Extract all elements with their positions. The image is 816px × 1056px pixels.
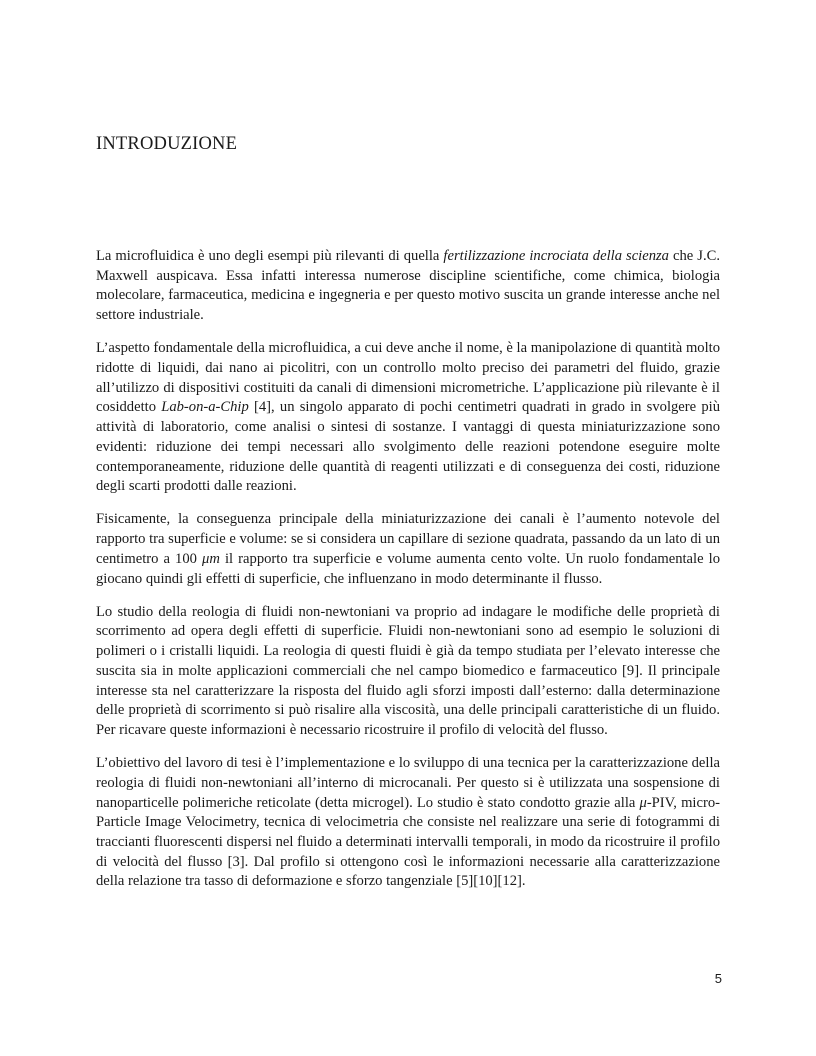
paragraph-text: L’aspetto fondamentale della microfluidica, a cui deve anche il nome, è la manipolazione di quantità molto ridotte di liquidi, dai nano ai picolitri, con un controllo molto preciso dei parametri del fluido, grazie all’utilizzo di dispositivi costituiti da canali di dimensioni micrometriche. L’applicazione più rilevante è il cosiddetto bbox=[96, 340, 720, 416]
paragraph bbox=[96, 603, 720, 741]
paragraph-text: La microfluidica è uno degli esempi più rilevanti di quella bbox=[96, 248, 444, 264]
paragraph-text: Fisicamente, la conseguenza principale della miniaturizzazione dei canali è l’aumento notevole del rapporto tra superficie e volume: se si considera un capillare di sezione quadrata, passando da un lato di un centimetro a 100 bbox=[96, 511, 720, 567]
paragraph-text: che J.C. Maxwell auspicava. Essa infatti interessa numerose discipline scientifiche, come chimica, biologia molecolare, farmaceutica, medicina e ingegneria e per questo motivo suscita un grande interesse anche nel settore industriale. bbox=[96, 248, 720, 324]
paragraph bbox=[96, 754, 720, 892]
paragraph bbox=[96, 247, 720, 326]
section-heading: INTRODUZIONE bbox=[96, 134, 238, 154]
document-body bbox=[96, 247, 720, 906]
paragraph-text: -PIV, micro-Particle Image Velocimetry, tecnica di velocimetria che consiste nel realizzare una serie di fotogrammi di traccianti fluorescenti dispersi nel fluido a determinati intervalli temporali, in modo da ricostruire il profilo di velocità del flusso [3]. Dal profilo si ottengono così le informazioni necessarie alla caratterizzazione della relazione tra tasso di deformazione e sforzo tangenziale [5][10][12]. bbox=[96, 794, 720, 890]
paragraph-text: L’obiettivo del lavoro di tesi è l’implementazione e lo sviluppo di una tecnica per la caratterizzazione della reologia di fluidi non-newtoniani all’interno di microcanali. Per questo si è utilizzata una sospensione di nanoparticelle polimeriche reticolate (detta microgel). Lo studio è stato condotto grazie alla bbox=[96, 755, 720, 811]
paragraph-text: Lo studio della reologia di fluidi non-newtoniani va proprio ad indagare le modifiche delle proprietà di scorrimento ad opera degli effetti di superficie. Fluidi non-newtoniani sono ad esempio le soluzioni di polimeri o i cristalli liquidi. La reologia di questi fluidi è già da tempo studiata per l’elevato interesse che suscita sia in molte applicazioni commerciali che nel campo biomedico e farmaceutico [9]. Il principale interesse sta nel caratterizzare la risposta del fluido agli sforzi imposti dall’esterno: dalla determinazione delle proprietà di scorrimento si può risalire alla viscosità, una delle principali caratteristiche di un fluido. Per ricavare queste informazioni è necessario ricostruire il profilo di velocità del flusso. bbox=[96, 603, 720, 738]
paragraph-text: [4], un singolo apparato di pochi centimetri quadrati in grado in svolgere più attività di laboratorio, come analisi o sintesi di sostanze. I vantaggi di questa miniaturizzazione sono evidenti: riduzione dei tempi necessari allo svolgimento delle reazioni potendone eseguire molte contemporaneamente, riduzione delle quantità di reagenti utilizzati e di conseguenza dei costi, riduzione degli scarti prodotti dalle reazioni. bbox=[96, 399, 720, 495]
italic-phrase: fertilizzazione incrociata della scienza bbox=[443, 248, 669, 264]
italic-phrase: Lab-on-a-Chip bbox=[161, 399, 249, 416]
paragraph-text: il rapporto tra superficie e volume aumenta cento volte. Un ruolo fondamentale lo giocano quindi gli effetti di superficie, che influenzano in modo determinante il flusso. bbox=[96, 550, 720, 587]
page-number: 5 bbox=[714, 971, 722, 986]
unit-symbol: μm bbox=[202, 550, 220, 567]
paragraph bbox=[96, 339, 720, 497]
paragraph bbox=[96, 510, 720, 589]
unit-symbol: μ bbox=[639, 794, 647, 811]
